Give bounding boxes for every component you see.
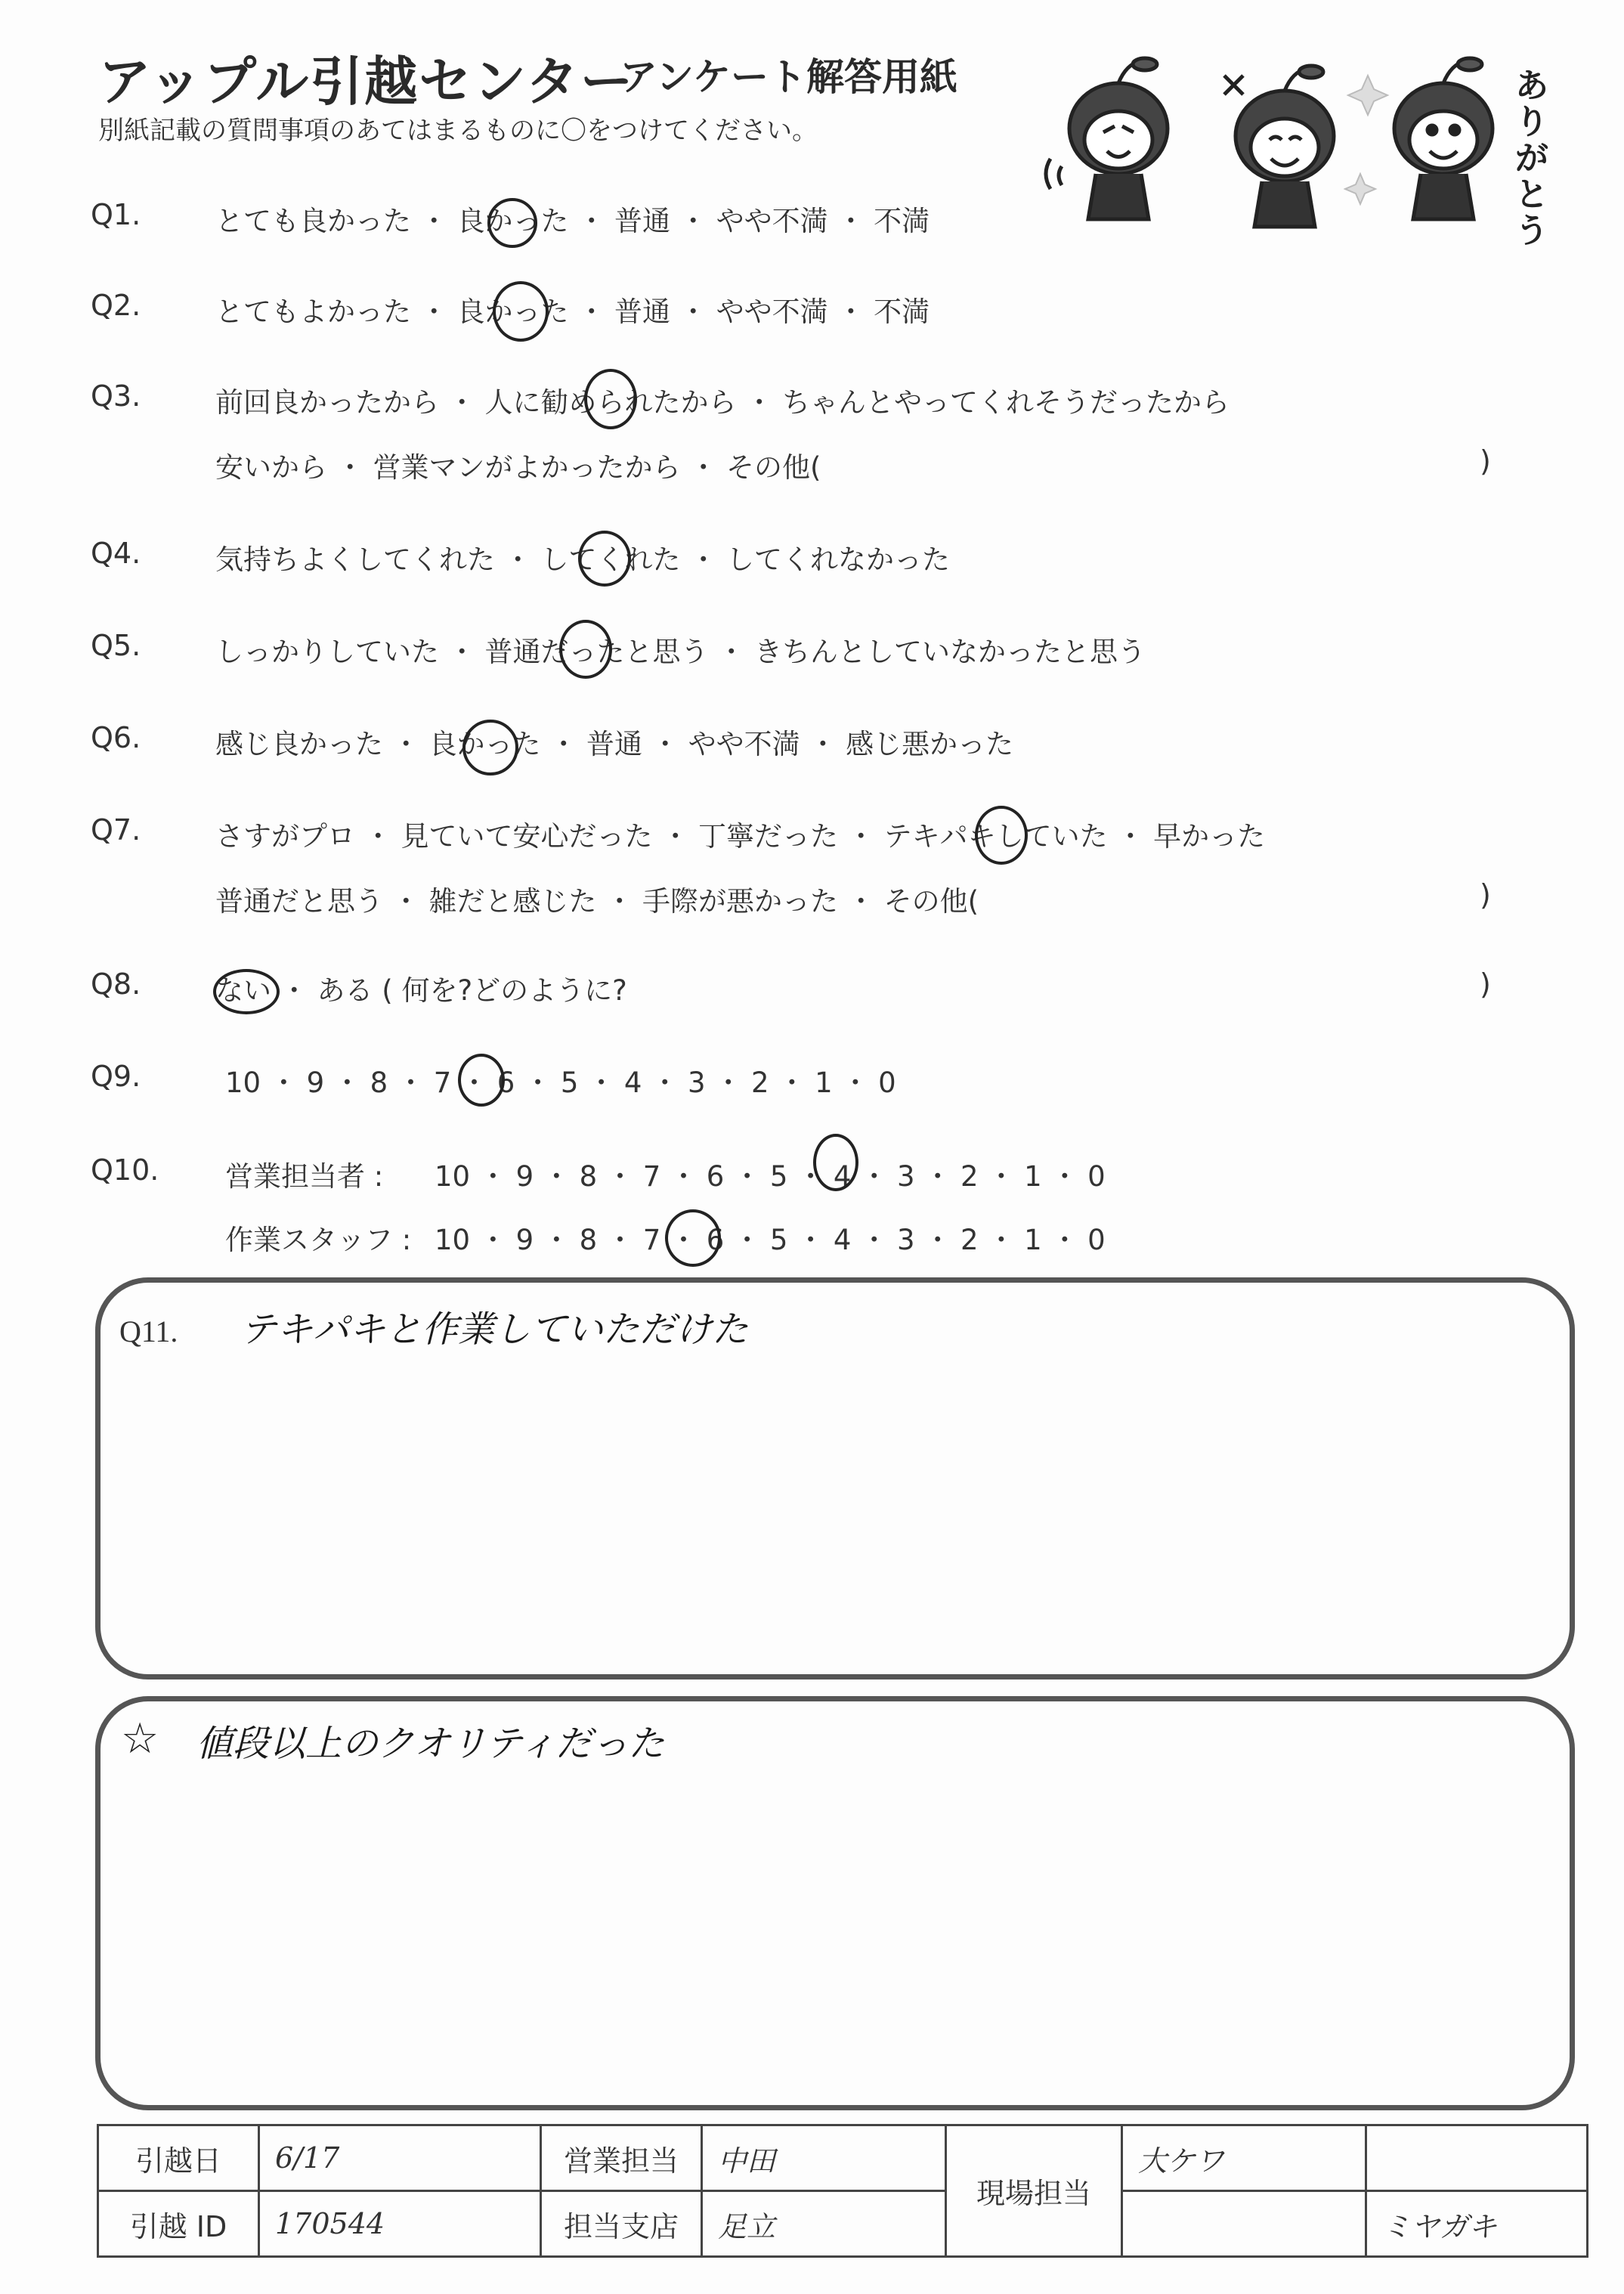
free-comment-handwritten: 値段以上のクオリティだった (196, 1723, 665, 1765)
move-date-label: 引越日 (98, 2125, 259, 2191)
move-id-label: 引越 ID (98, 2191, 259, 2257)
thanks-text: ありがとう (1515, 67, 1548, 250)
q5-number: Q5. (91, 629, 141, 662)
q11-handwritten-answer: テキパキと作業していただけた (240, 1308, 749, 1351)
q4-options: 気持ちよくしてくれた ・ してくれた ・ してくれなかった (215, 543, 951, 576)
q10-sales-scale: 10 ・ 9 ・ 8 ・ 7 ・ 6 ・ 5 ・ 4 ・ 3 ・ 2 ・ 1 ・ 0 (435, 1160, 1106, 1193)
move-id-value: 170544 (259, 2191, 541, 2257)
q5-selection-circle (559, 620, 612, 679)
q11-label: Q11. (119, 1314, 178, 1348)
q1-selection-circle (487, 198, 537, 248)
site-staff-name1: 大ケワ (1122, 2125, 1366, 2191)
q8-number: Q8. (91, 967, 141, 1001)
q5-options: しっかりしていた ・ 普通だったと思う ・ きちんとしていなかったと思う (215, 636, 1146, 668)
q10-staff-selection-circle (665, 1209, 721, 1267)
q7-options-line2: 普通だと思う ・ 雑だと感じた ・ 手際が悪かった ・ その他( (215, 885, 979, 918)
q6-options: 感じ良かった ・ 良かった ・ 普通 ・ やや不満 ・ 感じ悪かった (215, 728, 1014, 760)
site-staff-label: 現場担当 (946, 2125, 1122, 2257)
q3-number: Q3. (91, 379, 141, 413)
site-staff-blank-cell (1366, 2125, 1588, 2191)
q9-scale: 10 ・ 9 ・ 8 ・ 7 ・ 6 ・ 5 ・ 4 ・ 3 ・ 2 ・ 1 ・ 0 (225, 1067, 896, 1099)
form-subtitle: アンケート解答用紙 (620, 55, 957, 99)
star-icon: ☆ (121, 1714, 159, 1763)
q8-selection-circle (213, 969, 280, 1014)
company-title: アップル引越センター (98, 51, 635, 113)
branch-name-value: 足立 (702, 2191, 946, 2257)
q9-selection-circle (458, 1054, 505, 1107)
q7-options-line1: さすがプロ ・ 見ていて安心だった ・ 丁寧だった ・ テキパキしていた ・ 早かった (215, 820, 1266, 853)
q3-selection-circle (584, 369, 637, 429)
q7-number: Q7. (91, 813, 141, 847)
q10-number: Q10. (91, 1153, 159, 1187)
q3-close-paren: ) (1480, 444, 1491, 478)
site-staff-name2: ミヤガキ (1366, 2191, 1588, 2257)
q1-options: とても良かった ・ 良かった ・ 普通 ・ やや不満 ・ 不満 (215, 205, 930, 237)
sales-name-value: 中田 (702, 2125, 946, 2191)
instruction-text: 別紙記載の質問事項のあてはまるものに〇をつけてください。 (98, 116, 818, 146)
q2-options: とてもよかった ・ 良かった ・ 普通 ・ やや不満 ・ 不満 (215, 296, 930, 328)
branch-label: 担当支店 (541, 2191, 702, 2257)
q3-options-line2: 安いから ・ 営業マンがよかったから ・ その他( (215, 451, 821, 484)
q6-number: Q6. (91, 721, 141, 754)
footer-info-table (97, 2124, 1588, 2258)
q1-number: Q1. (91, 198, 141, 231)
q2-number: Q2. (91, 289, 141, 322)
sales-label: 営業担当 (541, 2125, 702, 2191)
q10-staff-scale: 10 ・ 9 ・ 8 ・ 7 ・ 6 ・ 5 ・ 4 ・ 3 ・ 2 ・ 1 ・ 0 (435, 1224, 1106, 1256)
q7-close-paren: ) (1480, 878, 1491, 912)
q10-sales-label: 営業担当者 : (225, 1160, 384, 1193)
q9-number: Q9. (91, 1060, 141, 1093)
q8-options: ない ・ ある ( 何を?どのように? (215, 974, 627, 1007)
q4-number: Q4. (91, 537, 141, 570)
move-date-value: 6/17 (259, 2125, 541, 2191)
q6-selection-circle (462, 720, 518, 776)
q8-close-paren: ) (1480, 967, 1491, 1001)
site-staff-empty-cell (1122, 2191, 1366, 2257)
q10-sales-selection-circle (813, 1134, 858, 1191)
q2-selection-circle (493, 281, 549, 342)
mascot-illustration (1035, 45, 1549, 242)
q3-options-line1: 前回良かったから ・ 人に勧められたから ・ ちゃんとやってくれそうだったから (215, 386, 1230, 419)
q4-selection-circle (578, 531, 631, 587)
q10-staff-label: 作業スタッフ : (225, 1224, 412, 1256)
q7-selection-circle (975, 806, 1028, 865)
